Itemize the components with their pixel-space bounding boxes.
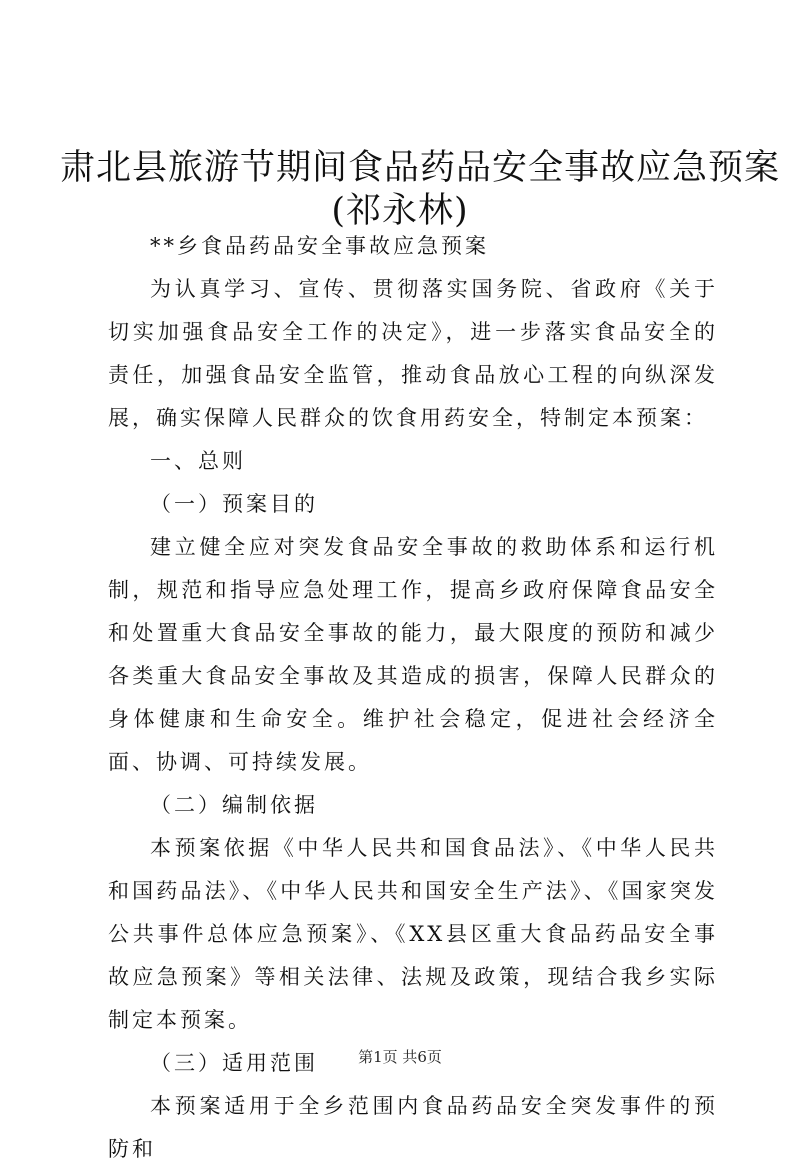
intro-paragraph: 为认真学习、宣传、贯彻落实国务院、省政府《关于切实加强食品安全工作的决定》，进一步落实食品安全的责任，加强食品安全监管，推动食品放心工程的向纵深发展，确实保障人民群众的饮食用药安全，特制定本预案： [108, 277, 718, 430]
scope-paragraph: 本预案适用于全乡范围内食品药品安全突发事件的预防和 [108, 1094, 718, 1161]
subsection-heading-basis: （二）编制依据 [150, 793, 318, 817]
document-subtitle: (祁永林) [331, 191, 469, 231]
document-title: 肃北县旅游节期间食品药品安全事故应急预案 [60, 148, 781, 188]
purpose-paragraph: 建立健全应对突发食品安全事故的救助体系和运行机制，规范和指导应急处理工作，提高乡政府保障食品安全和处置重大食品安全事故的能力，最大限度的预防和减少各类重大食品安全事故及其造成的损害，保障人民群众的身体健康和生命安全。维护社会稳定，促进社会经济全面、协调、可持续发展。 [108, 535, 718, 774]
section-heading-general: 一、总则 [150, 449, 246, 473]
basis-paragraph: 本预案依据《中华人民共和国食品法》、《中华人民共和国药品法》、《中华人民共和国安全生产法》、《国家突发公共事件总体应急预案》、《XX县区重大食品药品安全事故应急预案》等相关法律、法规及政策，现结合我乡实际制定本预案。 [108, 836, 718, 1032]
subsection-heading-purpose: （一）预案目的 [150, 492, 318, 516]
subsection-heading-scope: （三）适用范围 [150, 1051, 318, 1075]
document-body [108, 225, 718, 1171]
page-number-footer: 第1页 共6页 [358, 1048, 442, 1066]
plan-heading: **乡食品药品安全事故应急预案 [150, 234, 489, 258]
